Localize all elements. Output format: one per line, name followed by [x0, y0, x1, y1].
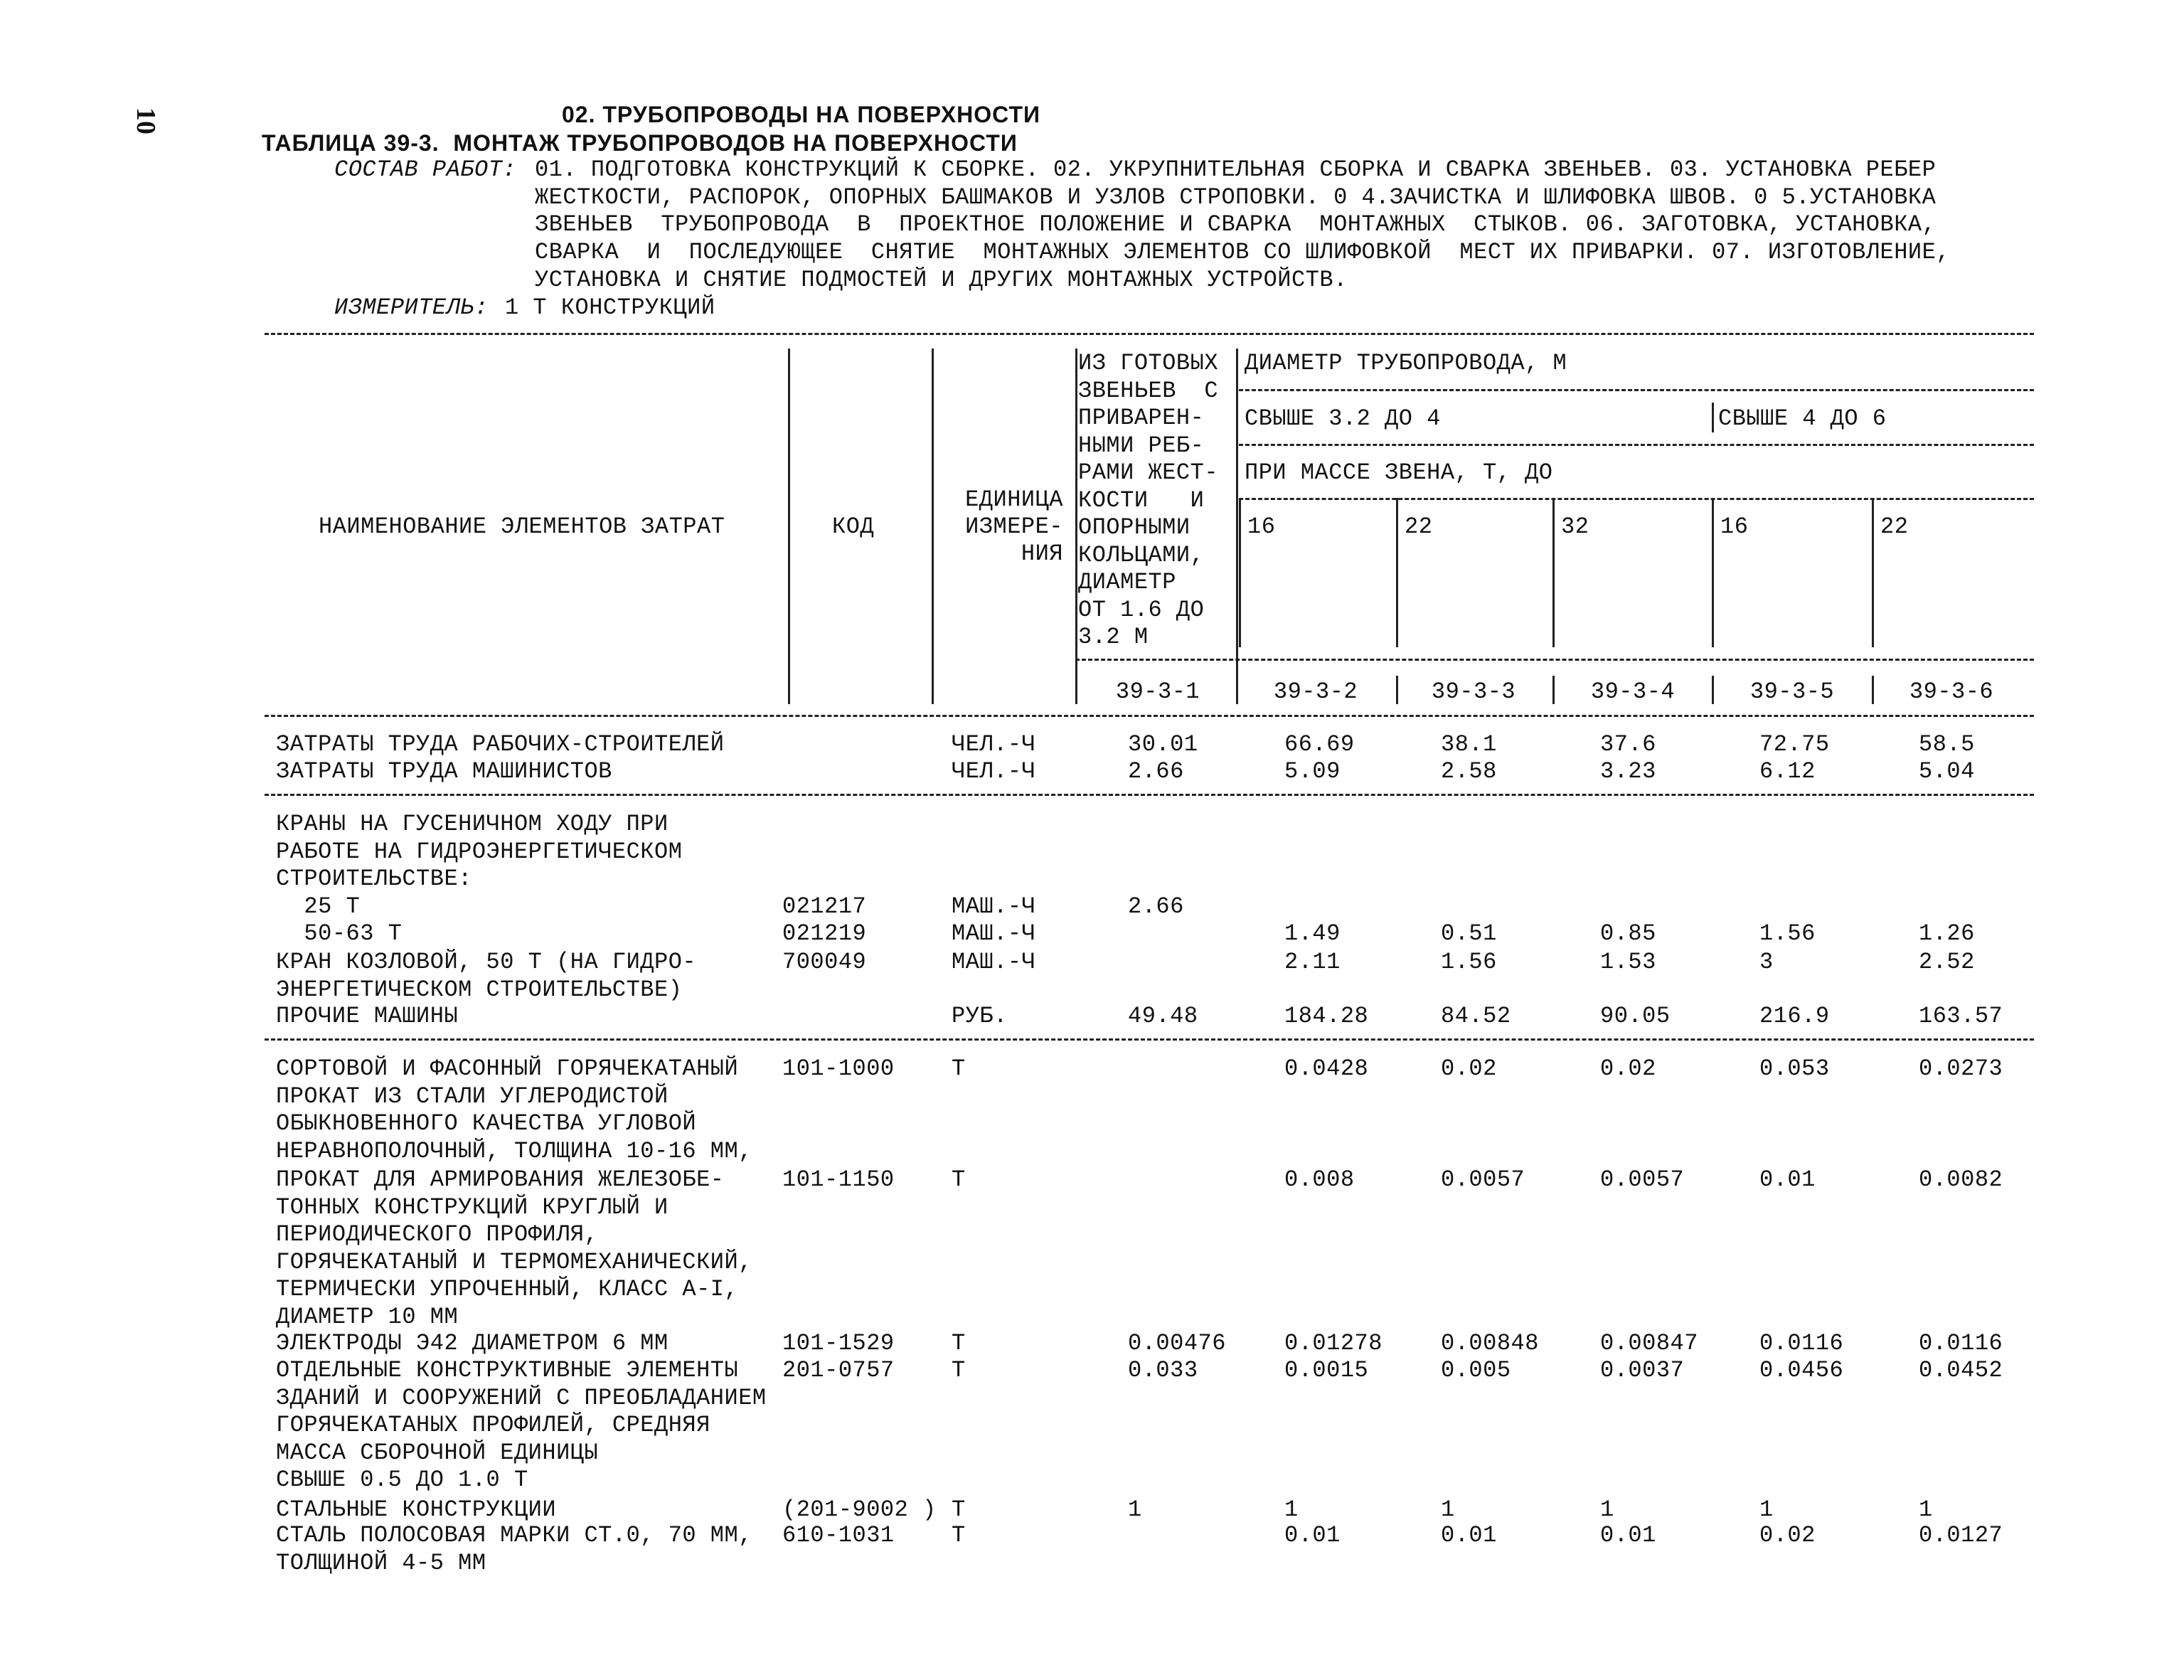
cost-row-unit: Т [952, 1166, 966, 1193]
measure-value: 1 Т КОНСТРУКЦИЙ [505, 294, 715, 321]
composition-line: ЗВЕНЬЕВ ТРУБОПРОВОДА В ПРОЕКТНОЕ ПОЛОЖЕНИЕ И СВАРКА МОНТАЖНЫХ СТЫКОВ. 06. ЗАГОТОВКА, УСТАНОВКА, [535, 211, 1937, 238]
cost-row-value: 5.09 [1284, 758, 1341, 785]
header-mass-value: 22 [1405, 514, 1433, 540]
dashed-rule [1239, 444, 2034, 446]
cost-row-unit: Т [952, 1522, 966, 1548]
header-ready-links-column: ДИАМЕТР [1078, 569, 1176, 595]
cost-row-unit: Т [952, 1357, 966, 1383]
cost-row-value: 0.0127 [1919, 1522, 2003, 1548]
cost-row-name: ЗАТРАТЫ ТРУДА МАШИНИСТОВ [276, 758, 612, 785]
cost-row-value: 58.5 [1919, 731, 1975, 757]
cost-row-value: 0.01 [1441, 1522, 1497, 1548]
column-divider [1552, 676, 1555, 704]
composition-line: 01. ПОДГОТОВКА КОНСТРУКЦИЙ К СБОРКЕ. 02. УКРУПНИТЕЛЬНАЯ СБОРКА И СВАРКА ЗВЕНЬЕВ. 03. УСТАНОВКА РЕБЕР [535, 156, 1937, 183]
cost-row-code: (201-9002 ) [782, 1496, 937, 1523]
cost-row-value: 0.0057 [1600, 1166, 1685, 1193]
column-divider [1872, 676, 1874, 704]
cost-row-name: ПРОКАТ ИЗ СТАЛИ УГЛЕРОДИСТОЙ [276, 1083, 668, 1110]
cost-row-unit: Т [952, 1496, 966, 1523]
cost-row-unit: МАШ.-Ч [952, 893, 1036, 920]
cost-row-value: 0.0037 [1600, 1357, 1685, 1383]
cost-row-value: 0.00476 [1128, 1330, 1226, 1356]
cost-row-unit: Т [952, 1330, 966, 1356]
column-divider [932, 349, 934, 704]
cost-row-value: 0.0456 [1759, 1357, 1844, 1383]
column-divider [1552, 498, 1555, 647]
cost-row-code: 021219 [782, 920, 867, 947]
cost-row-name: 25 Т [276, 893, 361, 920]
header-range-b: СВЫШЕ 4 ДО 6 [1718, 405, 1887, 432]
cost-row-value: 0.005 [1441, 1357, 1511, 1383]
column-divider [788, 349, 790, 704]
cost-row-value: 1.53 [1600, 949, 1656, 975]
cost-row-value: 90.05 [1600, 1003, 1671, 1029]
composition-label: СОСТАВ РАБОТ: [334, 156, 517, 183]
section-title: 02. ТРУБОПРОВОДЫ НА ПОВЕРХНОСТИ [562, 102, 1041, 127]
cost-row-name: СТРОИТЕЛЬСТВЕ: [276, 866, 472, 893]
column-divider [1396, 676, 1398, 704]
cost-row-name: ЗДАНИЙ И СООРУЖЕНИЙ С ПРЕОБЛАДАНИЕМ [276, 1384, 767, 1411]
cost-row-value: 0.02 [1441, 1056, 1497, 1082]
header-ready-links-column: КОЛЬЦАМИ, [1078, 541, 1205, 568]
cost-row-value: 1 [1441, 1496, 1455, 1523]
cost-row-value: 1 [1284, 1496, 1299, 1523]
composition-line: УСТАНОВКА И СНЯТИЕ ПОДМОСТЕЙ И ДРУГИХ МОНТАЖНЫХ УСТРОЙСТВ. [535, 266, 1348, 293]
cost-row-unit: ЧЕЛ.-Ч [952, 731, 1036, 757]
column-divider [1712, 676, 1714, 704]
cost-row-value: 0.01 [1759, 1166, 1816, 1193]
cost-row-value: 37.6 [1600, 731, 1656, 757]
header-mass: ПРИ МАССЕ ЗВЕНА, Т, ДО [1245, 459, 1553, 486]
cost-row-value: 0.0273 [1919, 1056, 2003, 1082]
column-divider [1239, 498, 1241, 647]
cost-row-code: 101-1000 [782, 1056, 895, 1082]
cost-row-name: РАБОТЕ НА ГИДРОЭНЕРГЕТИЧЕСКОМ [276, 838, 683, 865]
cost-row-value: 0.008 [1284, 1166, 1355, 1193]
header-diameter: ДИАМЕТР ТРУБОПРОВОДА, М [1245, 350, 1567, 376]
cost-row-code: 101-1529 [782, 1330, 895, 1356]
cost-row-unit: РУБ. [952, 1003, 1008, 1029]
cost-row-value: 2.58 [1441, 758, 1497, 785]
cost-row-value: 0.0428 [1284, 1056, 1369, 1082]
cost-row-value: 38.1 [1441, 731, 1497, 757]
header-code-column: КОД [832, 514, 875, 540]
cost-row-code: 610-1031 [782, 1522, 895, 1548]
cost-row-name: ЭЛЕКТРОДЫ Э42 ДИАМЕТРОМ 6 ММ [276, 1330, 668, 1356]
cost-row-value: 84.52 [1441, 1003, 1511, 1029]
header-ready-links-column: РАМИ ЖЕСТ- [1078, 459, 1219, 486]
cost-row-unit: МАШ.-Ч [952, 920, 1036, 947]
header-column-code: 39-3-5 [1749, 679, 1835, 705]
cost-row-value: 5.04 [1919, 758, 1975, 785]
cost-row-value: 1.26 [1919, 920, 1975, 947]
cost-row-name: СТАЛЬНЫЕ КОНСТРУКЦИИ [276, 1496, 557, 1523]
cost-row-value: 0.033 [1128, 1357, 1198, 1383]
composition-line: ЖЕСТКОСТИ, РАСПОРОК, ОПОРНЫХ БАШМАКОВ И УЗЛОВ СТРОПОВКИ. 0 4.ЗАЧИСТКА И ШЛИФОВКА ШВОВ. 0 5.УСТАНОВКА [535, 184, 1937, 211]
measure-label: ИЗМЕРИТЕЛЬ: [334, 294, 489, 321]
cost-row-unit: ЧЕЛ.-Ч [952, 758, 1036, 785]
header-ready-links-column: ИЗ ГОТОВЫХ [1078, 350, 1219, 376]
cost-row-value: 0.01 [1600, 1522, 1656, 1548]
header-column-code: 39-3-2 [1273, 679, 1358, 705]
cost-row-code: 101-1150 [782, 1166, 895, 1193]
cost-row-value: 66.69 [1284, 731, 1355, 757]
header-bottom-rule [265, 715, 2034, 717]
header-ready-links-column: ЗВЕНЬЕВ С [1078, 377, 1219, 404]
cost-row-value: 1 [1919, 1496, 1933, 1523]
cost-row-value: 2.66 [1128, 758, 1184, 785]
header-mass-value: 16 [1247, 514, 1276, 540]
cost-row-value: 184.28 [1284, 1003, 1369, 1029]
cost-row-value: 0.0116 [1919, 1330, 2003, 1356]
cost-row-value: 3 [1759, 949, 1774, 975]
header-ready-links-column: НЫМИ РЕБ- [1078, 432, 1205, 459]
cost-row-name: ПРОЧИЕ МАШИНЫ [276, 1003, 459, 1029]
cost-row-name: ОБЫКНОВЕННОГО КАЧЕСТВА УГЛОВОЙ [276, 1110, 697, 1137]
cost-row-name: ЭНЕРГЕТИЧЕСКОМ СТРОИТЕЛЬСТВЕ) [276, 976, 683, 1003]
dashed-rule [1239, 389, 2034, 391]
cost-row-name: 50-63 Т [276, 920, 403, 947]
cost-row-value: 1.49 [1284, 920, 1341, 947]
cost-row-value: 6.12 [1759, 758, 1816, 785]
header-column-code: 39-3-6 [1909, 679, 1994, 705]
cost-row-value: 2.52 [1919, 949, 1975, 975]
header-name-column: НАИМЕНОВАНИЕ ЭЛЕМЕНТОВ ЗАТРАТ [319, 514, 725, 540]
header-unit-column: ЕДИНИЦА [965, 487, 1063, 513]
cost-row-name: СТАЛЬ ПОЛОСОВАЯ МАРКИ СТ.0, 70 ММ, [276, 1522, 752, 1548]
header-ready-links-column: КОСТИ И [1078, 487, 1205, 514]
column-divider [1712, 498, 1714, 647]
dashed-rule [1239, 498, 2034, 500]
cost-row-name: ОТДЕЛЬНЫЕ КОНСТРУКТИВНЫЕ ЭЛЕМЕНТЫ [276, 1357, 739, 1383]
cost-row-value: 163.57 [1919, 1003, 2003, 1029]
header-unit-column: НИЯ [1021, 541, 1063, 567]
cost-row-value: 0.053 [1759, 1056, 1830, 1082]
dashed-rule [1075, 659, 2034, 661]
cost-row-value: 0.0057 [1441, 1166, 1525, 1193]
header-ready-links-column: ПРИВАРЕН- [1078, 405, 1205, 431]
cost-row-name: ТОЛЩИНОЙ 4-5 ММ [276, 1549, 486, 1576]
cost-row-value: 1.56 [1759, 920, 1816, 947]
header-range-a: СВЫШЕ 3.2 ДО 4 [1245, 405, 1441, 432]
cost-row-name: ПРОКАТ ДЛЯ АРМИРОВАНИЯ ЖЕЛЕЗОБЕ- [276, 1166, 725, 1193]
section-rule [265, 794, 2034, 796]
cost-row-value: 72.75 [1759, 731, 1830, 757]
cost-row-name: ТЕРМИЧЕСКИ УПРОЧЕННЫЙ, КЛАСС А-I, [276, 1276, 739, 1303]
cost-row-name: НЕРАВНОПОЛОЧНЫЙ, ТОЛЩИНА 10-16 ММ, [276, 1137, 752, 1164]
cost-row-value: 0.00848 [1441, 1330, 1539, 1356]
header-mass-value: 32 [1561, 514, 1589, 540]
cost-row-value: 2.66 [1128, 893, 1184, 920]
cost-row-value: 0.01278 [1284, 1330, 1383, 1356]
cost-row-name: ТОННЫХ КОНСТРУКЦИЙ КРУГЛЫЙ И [276, 1193, 668, 1221]
header-ready-links-column: ОПОРНЫМИ [1078, 514, 1190, 541]
cost-row-value: 30.01 [1128, 731, 1198, 757]
cost-row-value: 0.0082 [1919, 1166, 2003, 1193]
section-rule [265, 1038, 2034, 1041]
cost-row-name: ГОРЯЧЕКАТАНЫЙ И ТЕРМОМЕХАНИЧЕСКИЙ, [276, 1248, 752, 1275]
cost-row-value: 0.02 [1759, 1522, 1816, 1548]
cost-row-value: 49.48 [1128, 1003, 1198, 1029]
cost-row-name: СВЫШЕ 0.5 ДО 1.0 Т [276, 1467, 528, 1494]
column-divider [1396, 498, 1398, 647]
cost-row-value: 1 [1759, 1496, 1774, 1523]
composition-line: СВАРКА И ПОСЛЕДУЮЩЕЕ СНЯТИЕ МОНТАЖНЫХ ЭЛЕМЕНТОВ СО ШЛИФОВКОЙ МЕСТ ИХ ПРИВАРКИ. 07. ИЗГОТОВЛЕНИЕ, [535, 239, 1951, 266]
column-divider [1236, 349, 1238, 704]
cost-row-value: 0.0116 [1759, 1330, 1844, 1356]
cost-row-value: 0.0015 [1284, 1357, 1369, 1383]
cost-row-value: 2.11 [1284, 949, 1341, 975]
column-divider [1236, 676, 1238, 704]
header-mass-value: 16 [1720, 514, 1749, 540]
cost-row-value: 0.02 [1600, 1056, 1656, 1082]
cost-row-unit: Т [952, 1056, 966, 1082]
cost-row-name: КРАНЫ НА ГУСЕНИЧНОМ ХОДУ ПРИ [276, 811, 668, 837]
header-column-code: 39-3-1 [1115, 679, 1200, 705]
cost-row-value: 0.00847 [1600, 1330, 1698, 1356]
header-ready-links-column: ОТ 1.6 ДО [1078, 596, 1205, 623]
cost-row-code: 021217 [782, 893, 867, 920]
cost-row-name: СОРТОВОЙ И ФАСОННЫЙ ГОРЯЧЕКАТАНЫЙ [276, 1056, 739, 1082]
cost-row-value: 0.85 [1600, 920, 1656, 947]
header-column-code: 39-3-4 [1590, 679, 1676, 705]
cost-row-name: КРАН КОЗЛОВОЙ, 50 Т (НА ГИДРО- [276, 949, 697, 975]
cost-row-value: 0.0452 [1919, 1357, 2003, 1383]
cost-row-value: 3.23 [1600, 758, 1656, 785]
cost-row-code: 201-0757 [782, 1357, 895, 1383]
cost-row-code: 700049 [782, 949, 867, 975]
cost-row-value: 216.9 [1759, 1003, 1830, 1029]
cost-row-name: МАССА СБОРОЧНОЙ ЕДИНИЦЫ [276, 1439, 599, 1466]
cost-row-unit: МАШ.-Ч [952, 949, 1036, 975]
column-divider [1712, 403, 1714, 432]
header-unit-column: ИЗМЕРЕ- [965, 514, 1063, 540]
cost-row-value: 1.56 [1441, 949, 1497, 975]
table-top-rule [265, 333, 2034, 335]
cost-row-name: ЗАТРАТЫ ТРУДА РАБОЧИХ-СТРОИТЕЛЕЙ [276, 731, 725, 757]
cost-row-name: ГОРЯЧЕКАТАНЫХ ПРОФИЛЕЙ, СРЕДНЯЯ [276, 1412, 710, 1439]
cost-row-name: ПЕРИОДИЧЕСКОГО ПРОФИЛЯ, [276, 1221, 599, 1248]
column-divider [1075, 349, 1077, 704]
header-ready-links-column: 3.2 М [1078, 624, 1149, 650]
header-mass-value: 22 [1880, 514, 1909, 540]
header-column-code: 39-3-3 [1431, 679, 1516, 705]
page-number: 10 [131, 107, 161, 134]
table-title: ТАБЛИЦА 39-3. МОНТАЖ ТРУБОПРОВОДОВ НА ПОВЕРХНОСТИ [262, 130, 1018, 156]
column-divider [1872, 498, 1874, 647]
cost-row-name: ДИАМЕТР 10 ММ [276, 1304, 459, 1330]
cost-row-value: 0.01 [1284, 1522, 1341, 1548]
cost-row-value: 1 [1128, 1496, 1142, 1523]
cost-row-value: 0.51 [1441, 920, 1497, 947]
cost-row-value: 1 [1600, 1496, 1614, 1523]
